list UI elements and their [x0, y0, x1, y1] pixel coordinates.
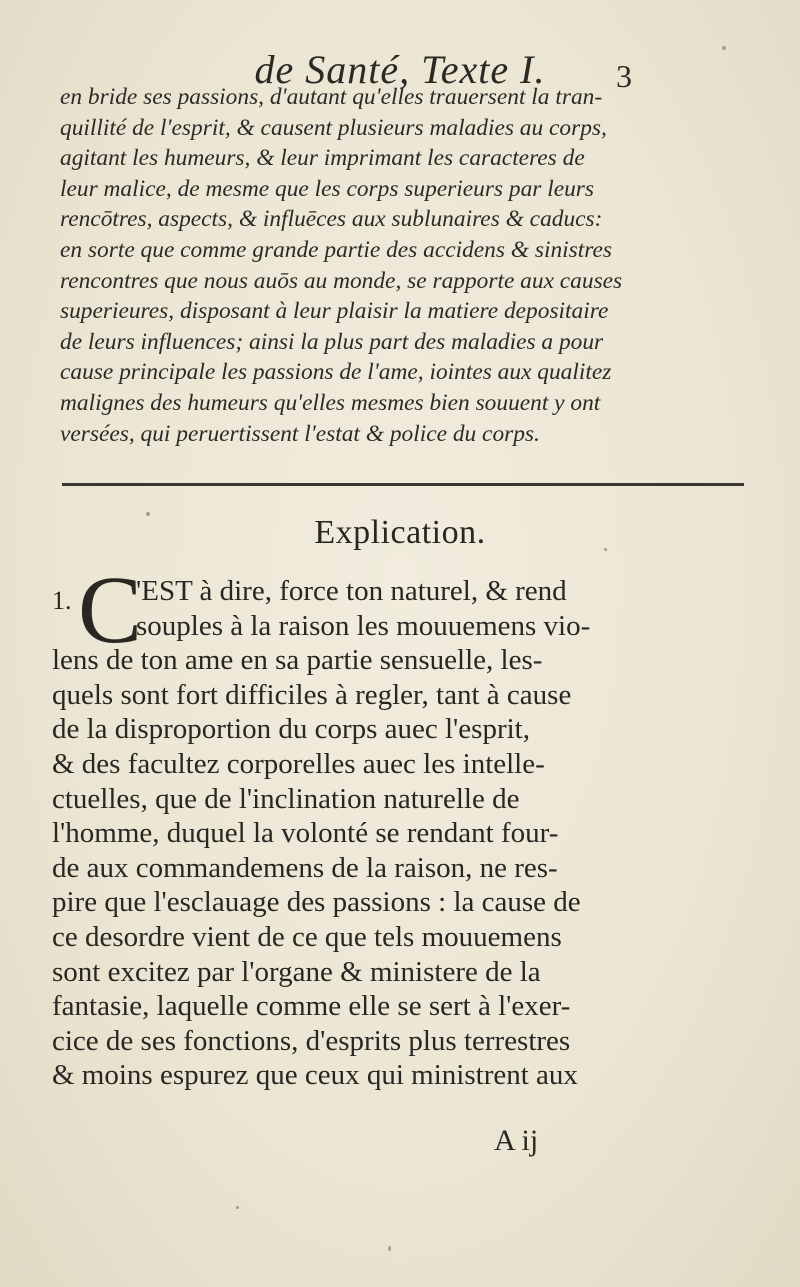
- running-head: de Santé, Texte I.: [254, 47, 546, 92]
- text-line: ctuelles, que de l'inclination naturelle de: [52, 782, 520, 815]
- section-title: Explication.: [314, 514, 486, 551]
- text-line: fantasie, laquelle comme elle se sert à l'exer-: [52, 990, 571, 1023]
- text-line: en sorte que comme grande partie des accidens & sinistres: [60, 236, 612, 263]
- text-line: de la disproportion du corps auec l'esprit,: [52, 713, 530, 746]
- body-text-block: [52, 574, 752, 1093]
- text-line: cause principale les passions de l'ame, iointes aux qualitez: [60, 359, 612, 386]
- text-line: rencōtres, aspects, & influēces aux sublunaires & caducs:: [60, 206, 603, 233]
- page-number: 3: [616, 58, 632, 94]
- text-line: de leurs influences; ainsi la plus part des maladies a pour: [60, 328, 604, 355]
- text-line: leur malice, de mesme que les corps superieurs par leurs: [60, 175, 594, 202]
- text-line: & moins espurez que ceux qui ministrent aux: [52, 1059, 578, 1092]
- drop-capital: C: [78, 556, 143, 663]
- text-line: rencontres que nous auōs au monde, se rapporte aux causes: [60, 267, 623, 294]
- text-line: lens de ton ame en sa partie sensuelle, les-: [52, 644, 543, 677]
- italic-text-block: [60, 82, 748, 449]
- text-line: 'EST à dire, force ton naturel, & rend: [136, 575, 567, 607]
- text-line: agitant les humeurs, & leur imprimant les caracteres de: [60, 145, 585, 172]
- text-line: & des facultez corporelles auec les intelle-: [52, 747, 545, 780]
- text-line: ce desordre vient de ce que tels mouuemens: [52, 920, 562, 953]
- text-line: de aux commandemens de la raison, ne res-: [52, 851, 558, 884]
- text-line: superieures, disposant à leur plaisir la matiere depositaire: [60, 298, 609, 325]
- text-line: en bride ses passions, d'autant qu'elles trauersent la tran-: [60, 84, 603, 110]
- text-line: quels sont fort difficiles à regler, tant à cause: [52, 678, 572, 711]
- text-line: pire que l'esclauage des passions : la cause de: [52, 886, 581, 919]
- text-line: cice de ses fonctions, d'esprits plus terrestres: [52, 1024, 571, 1057]
- paragraph-number: 1.: [52, 586, 72, 615]
- text-line: quillité de l'esprit, & causent plusieurs maladies au corps,: [60, 114, 607, 141]
- text-line: sont excitez par l'organe & ministere de la: [52, 955, 541, 988]
- text-line: versées, qui peruertissent l'estat & police du corps.: [60, 420, 540, 447]
- signature-mark: A ij: [494, 1124, 539, 1157]
- text-line: malignes des humeurs qu'elles mesmes bien souuent y ont: [60, 389, 601, 416]
- horizontal-rule: [62, 483, 744, 486]
- text-line: l'homme, duquel la volonté se rendant four-: [52, 817, 559, 850]
- text-line: souples à la raison les mouuemens vio-: [136, 609, 591, 642]
